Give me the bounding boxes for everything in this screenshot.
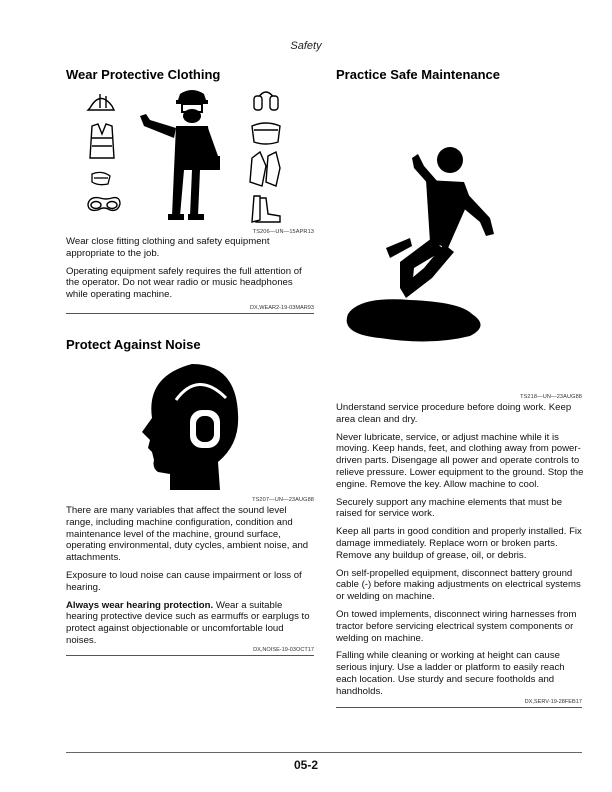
page-section-header: Safety [290,40,322,52]
doc-code-maintenance: DX,SERV-19-28FEB17 [524,699,582,705]
maintenance-paragraph-4: Keep all parts in good condition and properly installed. Fix damage immediately. Replace worn or broken parts. Remove any buildup of grease, oil, or debris. [336,526,582,561]
maintenance-paragraph-2: Never lubricate, service, or adjust machine while it is moving. Keep hands, feet, and clothing away from power-driven parts. Disengage all power and operate controls to relieve pressure. Lower equipment to the ground. Stop the engine. Remove the key. Allow machine to cool. [336,431,584,490]
protective-clothing-illustration [80,86,290,228]
section-divider [66,313,314,314]
maintenance-text-block [336,402,584,704]
section-divider [336,707,582,708]
page-number: 05-2 [293,758,319,772]
work-gloves-icon [250,152,280,186]
section-title-noise: Protect Against Noise [66,337,201,352]
slip-fall-illustration [340,138,510,346]
noise-paragraph-2: Exposure to loud noise can cause impairment or loss of hearing. [66,569,302,593]
doc-code-clothing: DX,WEAR2-19-03MAR93 [249,305,314,311]
noise-paragraph-3-rest: Wear a suitable hearing protective device such as earmuffs or earplugs to protect against objectionable or uncomfortable loud noises. [66,599,310,646]
footer-divider [66,752,582,753]
gloves-small-icon [92,172,110,184]
clothing-paragraph-2: Operating equipment safely requires the full attention of the operator. Do not wear radio or music headphones while operating machine. [66,265,302,301]
maintenance-paragraph-7: Falling while cleaning or working at height can cause serious injury. Use a ladder or platform to easily reach each location. Use sturdy and secure footholds and handholds. [336,650,565,697]
maintenance-paragraph-5: On self-propelled equipment, disconnect battery ground cable (-) before making adjustments on electrical systems or welding on machine. [336,567,581,603]
section-title-maintenance: Practice Safe Maintenance [336,67,501,82]
figure-caption-maintenance: TS218—UN—23AUG88 [520,394,582,400]
section-divider [66,655,314,656]
maintenance-paragraph-6: On towed implements, disconnect wiring harnesses from tractor before servicing electrical system components or welding on machine. [336,608,577,644]
noise-bold-lead: Always wear hearing protection. [66,599,214,611]
clothing-text-block [66,236,314,307]
goggles-icon [88,198,120,211]
earmuffs-icon [254,92,278,110]
doc-code-noise: DX,NOISE-19-03OCT17 [253,647,314,653]
noise-paragraph-3 [66,600,314,647]
figure-caption-clothing: TS206—UN—15APR13 [252,229,314,235]
noise-text-block [66,505,314,653]
face-shield-icon [252,123,280,144]
maintenance-paragraph-3: Securely support any machine elements that must be raised for service work. [336,496,563,520]
section-title-clothing: Wear Protective Clothing [66,67,221,82]
safety-vest-icon [90,124,114,158]
hard-hat-icon [88,94,114,110]
safety-boots-icon [252,196,280,222]
noise-paragraph-1: There are many variables that affect the sound level range, including machine configuration, condition and maintenance level of the machine, ground surface, operating environmental, duty cycles, ambient noise, and attachments. [66,505,309,564]
figure-caption-noise: TS207—UN—23AUG88 [252,497,314,503]
head-earmuffs-icon [142,364,238,490]
clothing-paragraph-1: Wear close fitting clothing and safety equipment appropriate to the job. [66,236,270,259]
worker-figure-icon [140,90,220,220]
hearing-protection-illustration [140,360,244,494]
maintenance-paragraph-1: Understand service procedure before doing work. Keep area clean and dry. [336,402,572,425]
slipping-person-icon [347,147,494,342]
